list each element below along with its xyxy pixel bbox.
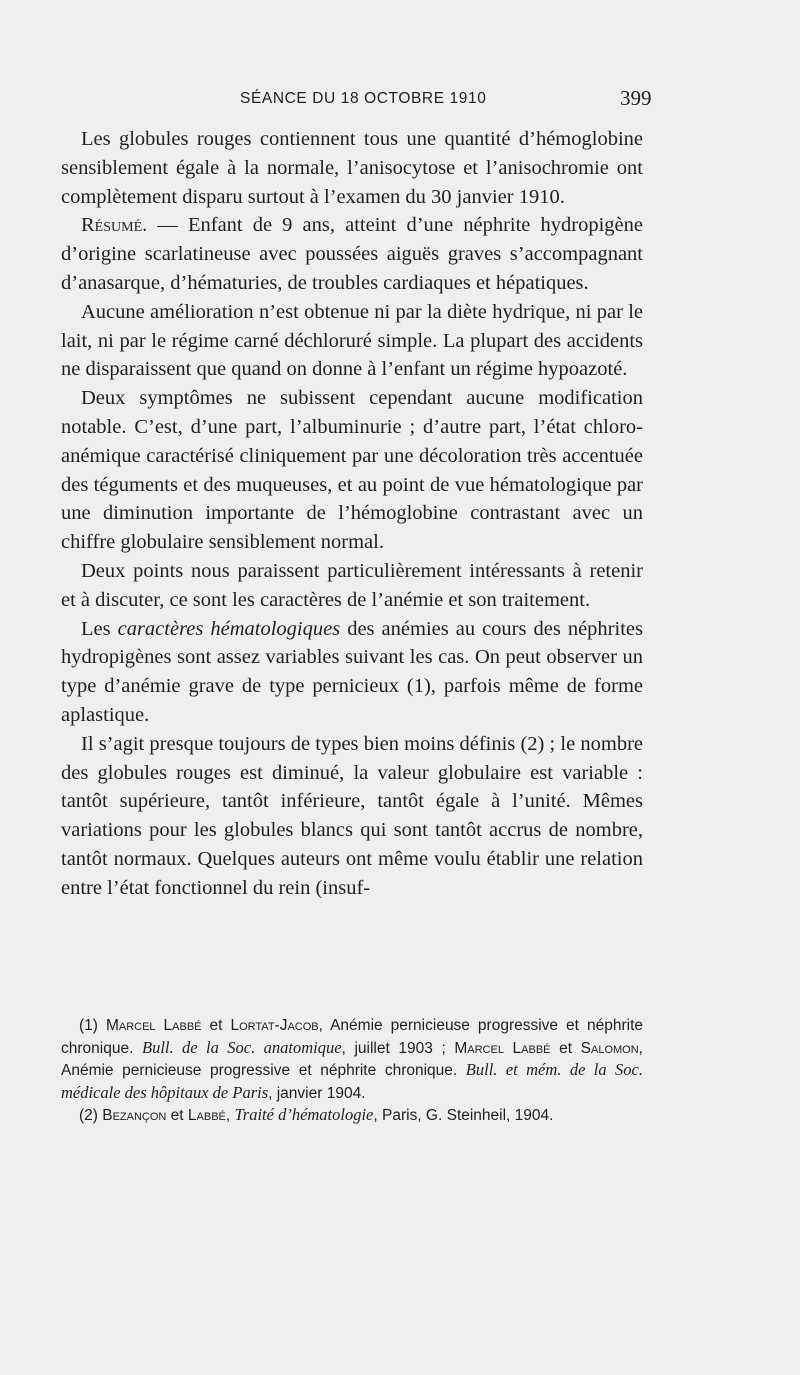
- book-title: Traité d’hématologie: [234, 1105, 374, 1124]
- footnote-text: , Paris, G. Steinheil, 1904.: [373, 1107, 554, 1124]
- journal-title: Bull. et mém. de la Soc. médicale des hôpitaux de Paris: [61, 1060, 643, 1102]
- author: Salomon: [580, 1039, 639, 1057]
- paragraph-resume: [61, 211, 643, 297]
- paragraph-text: des anémies au cours des néphrites hydropigènes sont assez variables suivant les cas. On peut observer un type d’anémie grave de type pernicieux (1), parfois même de forme aplastique.: [61, 617, 643, 726]
- author: Lortat-Jacob: [230, 1017, 319, 1034]
- footnote-text: , Anémie pernicieuse progressive et néphrite chronique.: [61, 1039, 643, 1079]
- author: Bezançon: [102, 1107, 167, 1124]
- conjunction: et: [550, 1039, 581, 1057]
- author: Marcel Labbé: [454, 1039, 551, 1057]
- author: Labbé: [187, 1107, 226, 1124]
- conjunction: et: [166, 1107, 188, 1124]
- footnote-number: (2): [79, 1107, 103, 1124]
- footnote-number: (1): [79, 1017, 106, 1034]
- resume-text: — Enfant de 9 ans, atteint d’une néphrite hydropigène d’origine scarlatineuse avec poussées aiguës graves s’accompagnant d’anasarque, d’hématuries, de troubles cardiaques et hépatiques.: [61, 214, 643, 294]
- footnote-1: [61, 1015, 643, 1104]
- author: Marcel Labbé: [105, 1017, 202, 1034]
- conjunction: et: [201, 1017, 231, 1034]
- resume-label: Résumé.: [81, 214, 148, 237]
- footnote-text: , janvier 1904.: [268, 1084, 366, 1102]
- journal-title: Bull. de la Soc. anatomique: [141, 1037, 342, 1057]
- paragraph-text: Les: [81, 617, 118, 640]
- running-title: SÉANCE DU 18 OCTOBRE 1910: [240, 90, 487, 107]
- paragraph: Il s’agit presque toujours de types bien moins définis (2) ; le nombre des globules rouges est diminué, la valeur globulaire est variable : tantôt supérieure, tantôt inférieure, tantôt égale à l’unité. Mêmes variations pour les globules blancs qui sont tantôt accrus de nombre, tantôt normaux. Quelques auteurs ont même voulu établir une relation entre l’état fonctionnel du rein (insuf-: [61, 732, 643, 899]
- footnotes: [61, 1015, 643, 1127]
- footnote-text: , juillet 1903 ;: [341, 1039, 455, 1057]
- paragraph: Deux points nous paraissent particulièrement intéressants à retenir et à discuter, ce sont les caractères de l’anémie et son traitement.: [61, 559, 643, 611]
- paragraph: [61, 615, 643, 730]
- paragraph: Aucune amélioration n’est obtenue ni par la diète hydrique, ni par le lait, ni par le régime carné déchloruré simple. La plupart des accidents ne disparaissent que quand on donne à l’enfant un régime hypoazoté.: [61, 300, 643, 381]
- paragraph: Deux symptômes ne subissent cependant aucune modification notable. C’est, d’une part, l’albuminurie ; d’autre part, l’état chloro-anémique caractérisé cliniquement par une décoloration très accentuée des téguments et des muqueuses, et au point de vue hématologique par une diminution importante de l’hémoglobine contrastant avec un chiffre globulaire sensiblement normal.: [61, 387, 643, 554]
- running-head: [0, 88, 800, 118]
- paragraph: Les globules rouges contiennent tous une quantité d’hémoglobine sensiblement égale à la normale, l’anisocytose et l’anisochromie ont complètement disparu surtout à l’examen du 30 janvier 1910.: [61, 128, 643, 208]
- footnote-2: [61, 1104, 643, 1127]
- page-number: 399: [620, 86, 652, 110]
- body-text: [61, 125, 643, 903]
- footnote-text: , Anémie pernicieuse progressive et néphrite chronique.: [61, 1017, 644, 1057]
- separator: ,: [225, 1107, 235, 1124]
- emphasis: caractères hématologiques: [117, 617, 341, 640]
